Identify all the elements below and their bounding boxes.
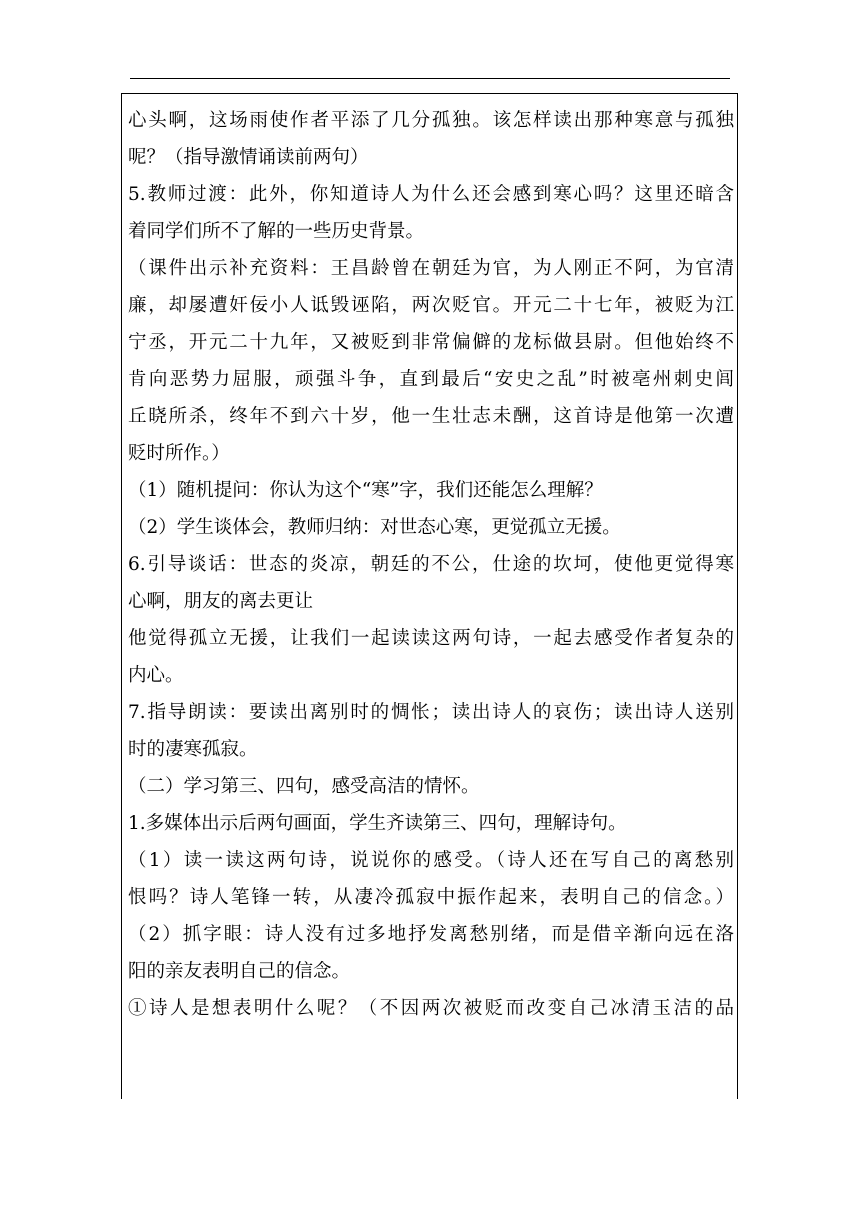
text-line: 着同学们所不了解的一些历史背景。 [128, 221, 425, 242]
lesson-text [128, 102, 734, 1027]
text-line: （1）随机提问：你认为这个“寒”字，我们还能怎么理解？ [128, 480, 603, 501]
text-line: 内心。 [128, 665, 184, 686]
text-line: 贬时所作。） [128, 443, 230, 464]
text-line: 廉，却屡遭奸佞小人诋毁诬陷，两次贬官。开元二十七年，被贬为江 [128, 295, 734, 316]
text-line: （课件出示补充资料：王昌龄曾在朝廷为官，为人刚正不阿，为官清 [128, 258, 734, 279]
text-line: 6.引导谈话：世态的炎凉，朝廷的不公，仕途的坎坷，使他更觉得寒 [128, 554, 734, 575]
text-line: 5.教师过渡：此外，你知道诗人为什么还会感到寒心吗？这里还暗含 [128, 184, 734, 205]
text-line: 丘晓所杀，终年不到六十岁，他一生壮志未酬，这首诗是他第一次遭 [128, 406, 734, 427]
text-line: 时的凄寒孤寂。 [128, 739, 258, 760]
text-line: 恨吗？诗人笔锋一转，从凄冷孤寂中振作起来，表明自己的信念。） [128, 887, 734, 908]
text-line: 呢？（指导激情诵读前两句） [128, 147, 369, 168]
text-line: 心头啊，这场雨使作者平添了几分孤独。该怎样读出那种寒意与孤独 [128, 110, 734, 131]
text-line: 肯向恶势力屈服，顽强斗争，直到最后“安史之乱”时被亳州刺史闾 [128, 369, 734, 390]
text-line: （2）抓字眼：诗人没有过多地抒发离愁别绪，而是借辛渐向远在洛 [128, 924, 734, 945]
text-line: （二）学习第三、四句，感受高洁的情怀。 [128, 776, 480, 797]
text-line: 7.指导朗读：要读出离别时的惆怅；读出诗人的哀伤；读出诗人送别 [128, 702, 734, 723]
content-table-cell [121, 93, 738, 1099]
text-line: 心啊，朋友的离去更让 [128, 591, 314, 612]
text-line: 阳的亲友表明自己的信念。 [128, 961, 351, 982]
text-line: （2）学生谈体会，教师归纳：对世态心寒，更觉孤立无援。 [128, 517, 621, 538]
text-line: 1.多媒体出示后两句画面，学生齐读第三、四句，理解诗句。 [128, 813, 627, 834]
text-line: 宁丞，开元二十九年，又被贬到非常偏僻的龙标做县尉。但他始终不 [128, 332, 734, 353]
text-line: 他觉得孤立无援，让我们一起读读这两句诗，一起去感受作者复杂的 [128, 628, 734, 649]
header-rule [130, 78, 730, 79]
text-line: ①诗人是想表明什么呢？（不因两次被贬而改变自己冰清玉洁的品 [128, 998, 734, 1019]
text-line: （1）读一读这两句诗，说说你的感受。（诗人还在写自己的离愁别 [128, 850, 734, 871]
